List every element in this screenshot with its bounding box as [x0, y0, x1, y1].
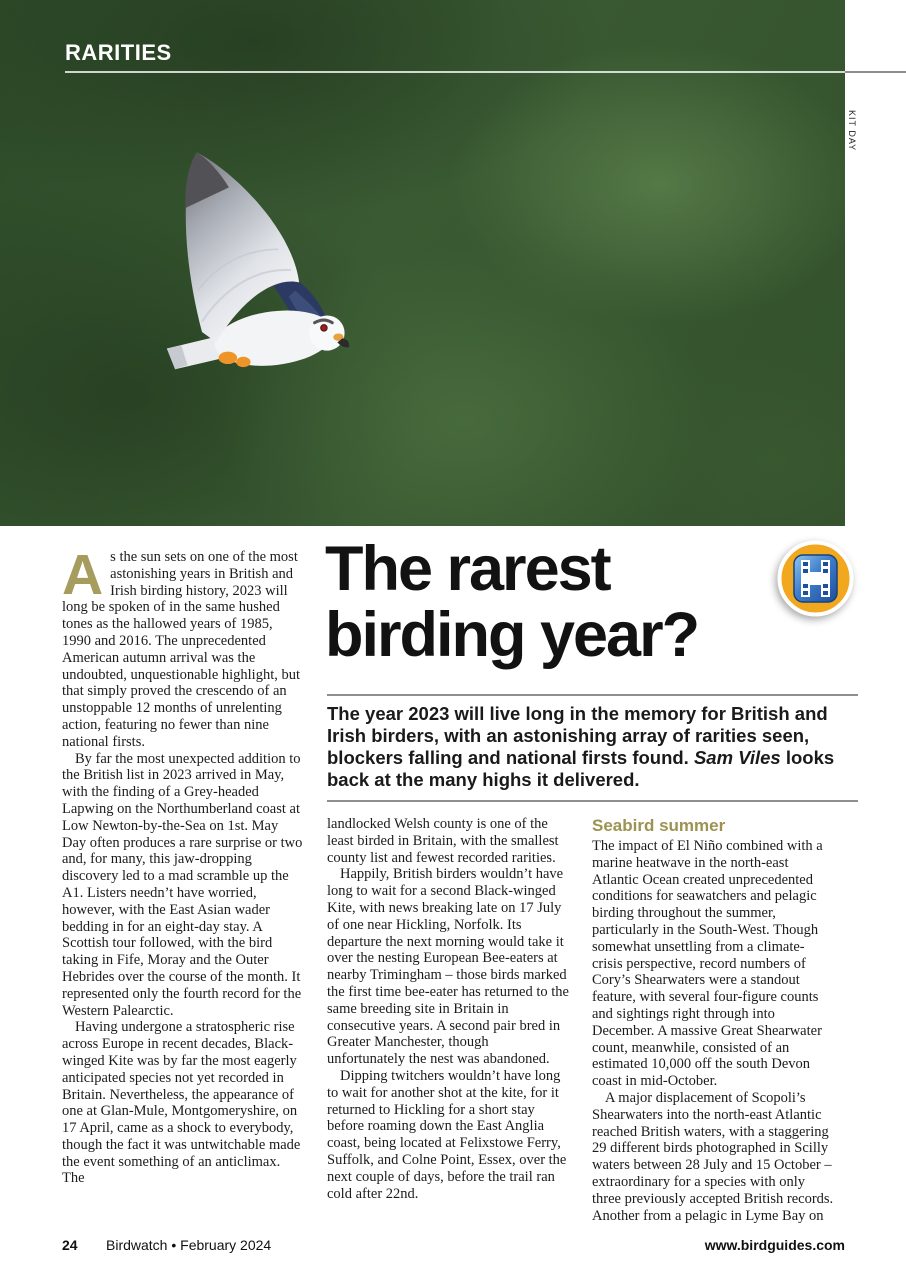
standfirst-text: The year 2023 will live long in the memory for British and Irish birders, with an astonishing array of rarities seen, blockers falling and national firsts found.	[327, 703, 828, 768]
standfirst	[327, 694, 858, 802]
body-column-2	[327, 816, 570, 1224]
paragraph: The impact of El Niño combined with a marine heatwave in the north-east Atlantic Ocean created unprecedented conditions for seawatchers and pelagic birding throughout the summer, particularly in the South-West. Though somewhat unsettling from a climate-crisis perspective, record numbers of Cory’s Shearwaters were a standout feature, with several four-figure counts and sightings right through into December. A massive Great Shearwater count, meanwhile, consisted of an estimated 10,000 off the south Devon coast in mid-October.	[592, 838, 823, 1090]
kicker-rule	[65, 71, 845, 73]
paragraph: Happily, British birders wouldn’t have long to wait for a second Black-winged Kite, with news breaking late on 17 July of one near Hickling, Norfolk. Its departure the next morning would take it over the nesting European Bee-eaters at nearby Trimingham – those birds marked the first time bee-eater has returned to the same breeding site in Britain in consecutive years. A second pair bred in Greater Manchester, though unfortunately the nest was abandoned.	[327, 866, 569, 1068]
video-icon[interactable]	[776, 539, 855, 618]
headline-line2: birding year?	[325, 600, 699, 670]
paragraph: Having undergone a stratospheric rise across Europe in recent decades, Black-winged Kite was by far the most eagerly anticipated species not yet recorded in Britain. Nevertheless, the appearance of one at Glan-Mule, Montgomeryshire, on 17 April, came as a shock to everybody, though the fact it was untwitchable made the event something of an anticlimax. The	[62, 1019, 301, 1187]
paragraph: By far the most unexpected addition to the British list in 2023 arrived in May, with the finding of a Grey-headed Lapwing on the Northumberland coast at Low Newton-by-the-Sea on 1st. May Day often produces a rare surprise or two and, for many, this jaw-dropping discovery led to a mad scramble up the A1. Listers needn’t have worried, however, with the East Asian wader bedding in for an eight-day stay. A Scottish tour followed, with the bird taking in Fife, Moray and the Outer Hebrides over the course of the month. It represented only the fourth record for the Western Palearctic.	[62, 750, 303, 1019]
page-number: 24	[62, 1237, 78, 1253]
article-headline	[325, 536, 795, 668]
magazine-issue: Birdwatch • February 2024	[106, 1237, 272, 1253]
black-winged-kite-illustration	[140, 146, 388, 394]
paragraph	[62, 549, 305, 751]
drop-cap: A	[62, 549, 104, 607]
body-column-3	[592, 816, 835, 1224]
paragraph-text: s the sun sets on one of the most astonishing years in British and Irish birding history, 2023 will long be spoken of in the same hushed tones as the hallowed years of 1985, 1990 and 2016. The unprecedented American autumn arrival was the undoubted, unquestionable highlight, but that simply proved the crescendo of an unstoppable 12 months of unrelenting action, featuring no fewer than nine national firsts.	[62, 549, 301, 750]
hero-photo	[0, 0, 845, 526]
subheading-seabird-summer: Seabird summer	[592, 816, 726, 835]
photo-credit: KIT DAY	[847, 110, 857, 152]
page-footer	[62, 1237, 845, 1257]
paragraph: landlocked Welsh county is one of the least birded in Britain, with the smallest county list and fewest recorded rarities.	[327, 816, 559, 866]
body-column-1	[62, 549, 305, 1225]
headline-line1: The rarest	[325, 534, 610, 604]
standfirst-text-end: looks back at the many highs it delivered.	[327, 747, 835, 790]
website-url: www.birdguides.com	[704, 1237, 845, 1253]
section-kicker: RARITIES	[65, 40, 172, 65]
kicker-rule-margin	[845, 71, 906, 73]
author-byline: Sam Viles	[693, 747, 781, 768]
paragraph: Dipping twitchers wouldn’t have long to wait for another shot at the kite, for it returned to Hickling for a short stay before roaming down the East Anglia coast, being located at Felixstowe Ferry, Suffolk, and Colne Point, Essex, over the next couple of days, before the trail ran cold after 22nd.	[327, 1067, 567, 1202]
paragraph: A major displacement of Scopoli’s Shearwaters into the north-east Atlantic reached British waters, with a staggering 29 different birds photographed in Scilly waters between 28 July and 15 October – extraordinary for a species with only three previously accepted British records. Another from a pelagic in Lyme Bay on	[592, 1089, 834, 1224]
